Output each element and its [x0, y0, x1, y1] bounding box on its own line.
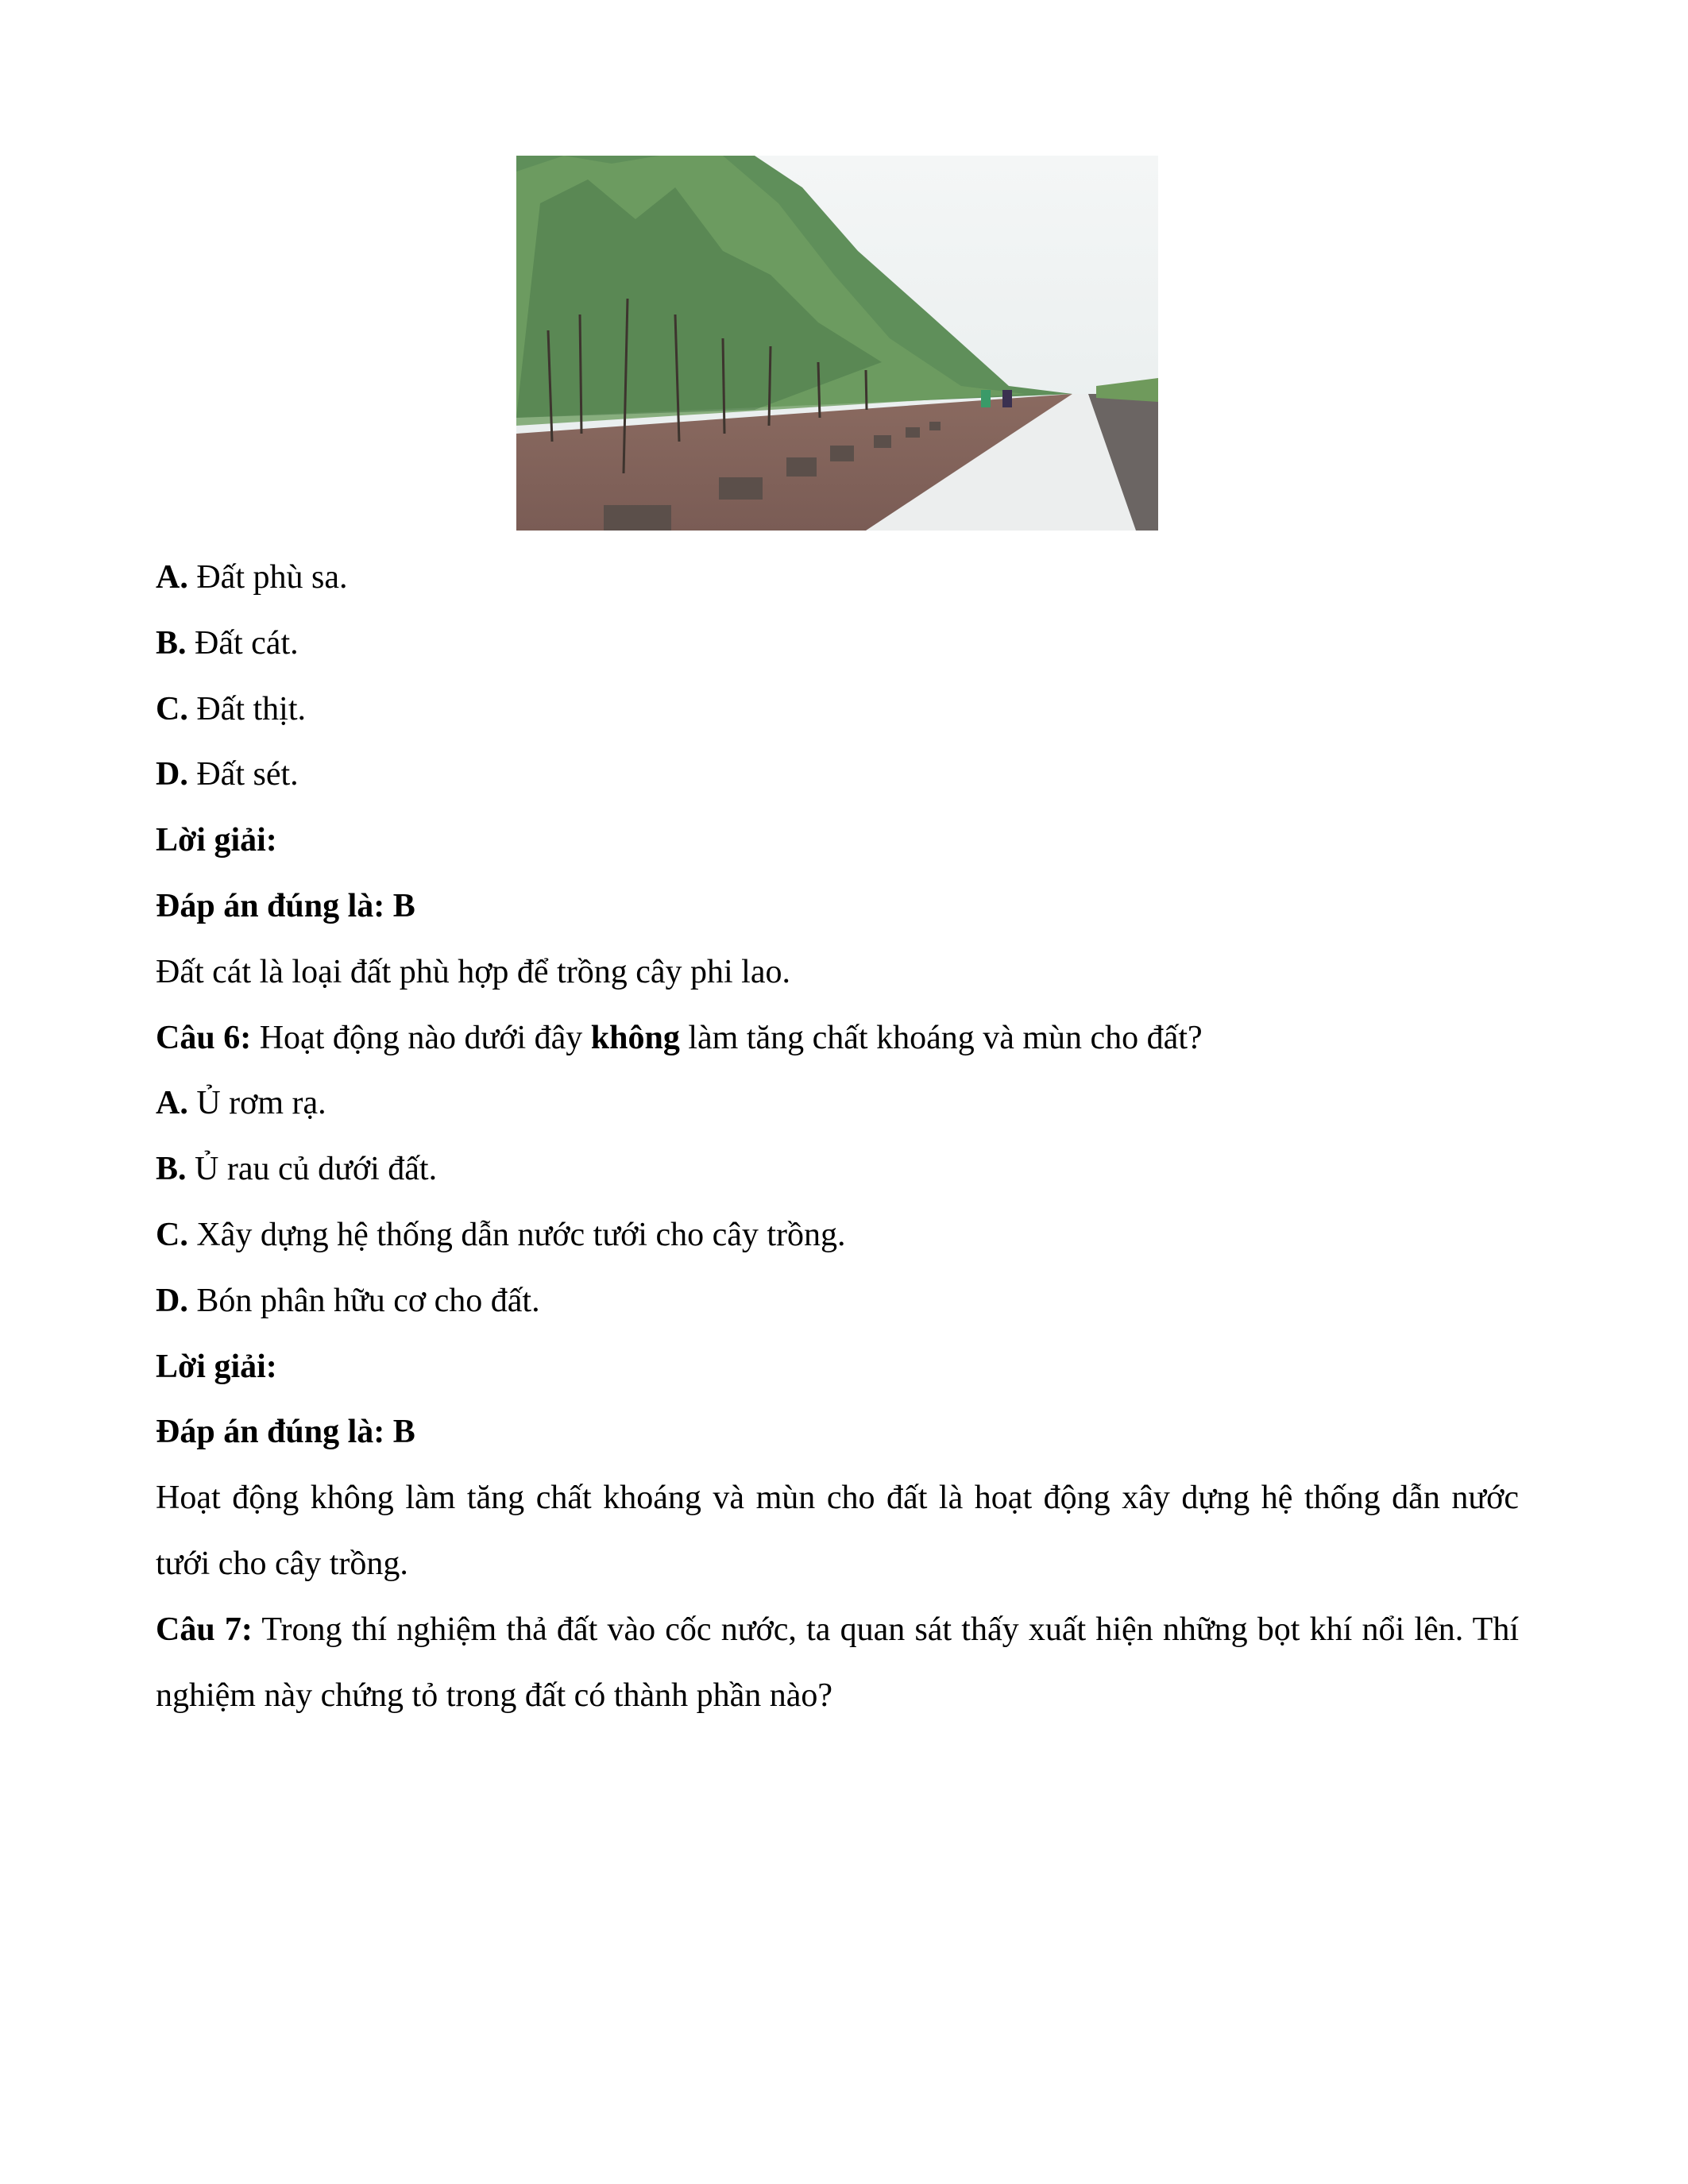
q6-option-c: C. Xây dựng hệ thống dẫn nước tưới cho cây trồng.: [156, 1216, 846, 1253]
q6-answer: Đáp án đúng là: B: [156, 1414, 415, 1451]
document-body: [156, 545, 1519, 1728]
q5-answer: Đáp án đúng là: B: [156, 887, 415, 924]
casuarina-road-photo: [516, 156, 1158, 531]
q6-option-d: D. Bón phân hữu cơ cho đất.: [156, 1282, 540, 1319]
q6-explanation: Hoạt động không làm tăng chất khoáng và mùn cho đất là hoạt động xây dựng hệ thống dẫn nước tưới cho cây trồng.: [156, 1480, 1519, 1582]
q5-explanation: Đất cát là loại đất phù hợp để trồng cây phi lao.: [156, 953, 790, 990]
q5-option-c: C. Đất thịt.: [156, 690, 306, 727]
q7-question: Câu 7: Trong thí nghiệm thả đất vào cốc nước, ta quan sát thấy xuất hiện những bọt khí nổi lên. Thí nghiệm này chứng tỏ trong đất có thành phần nào?: [156, 1611, 1519, 1714]
q5-option-d: D. Đất sét.: [156, 756, 299, 793]
q6-option-a: A. Ủ rơm rạ.: [156, 1085, 326, 1122]
q6-question: Câu 6: Hoạt động nào dưới đây không làm tăng chất khoáng và mùn cho đất?: [156, 1019, 1203, 1056]
q5-option-a: A. Đất phù sa.: [156, 559, 348, 596]
q6-solution-label: Lời giải:: [156, 1348, 277, 1385]
q5-solution-label: Lời giải:: [156, 822, 277, 859]
q6-option-b: B. Ủ rau củ dưới đất.: [156, 1151, 438, 1188]
q5-option-b: B. Đất cát.: [156, 624, 299, 662]
